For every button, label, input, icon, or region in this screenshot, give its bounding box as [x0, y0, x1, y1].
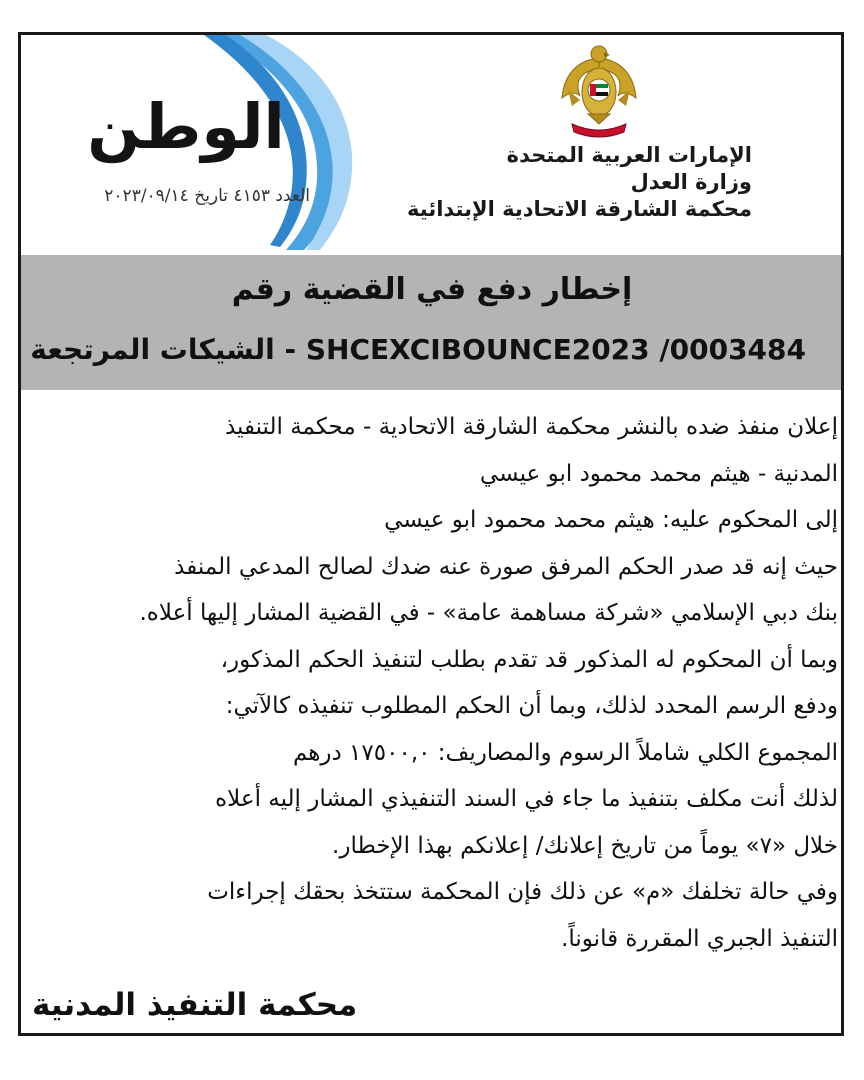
uae-emblem-icon — [558, 40, 640, 140]
body-line: إعلان منفذ ضده بالنشر محكمة الشارقة الاتحادية - محكمة التنفيذ — [224, 414, 838, 440]
body-line: وبما أن المحكوم له المذكور قد تقدم بطلب لتنفيذ الحكم المذكور، — [220, 646, 838, 673]
body-line: ودفع الرسم المحدد لذلك، وبما أن الحكم المطلوب تنفيذه كالآتي: — [225, 693, 838, 719]
authority-country: الإمارات العربية المتحدة — [506, 143, 752, 167]
body-line: المدنية - هيثم محمد محمود ابو عيسي — [479, 460, 838, 487]
notice-title: إخطار دفع في القضية رقم — [231, 272, 633, 307]
authority-ministry: وزارة العدل — [630, 170, 752, 194]
case-number: SHCEXCIBOUNCE2023 /0003484 - الشيكات المرتجعة — [30, 333, 806, 366]
body-line: التنفيذ الجبري المقررة قانوناً. — [561, 925, 838, 952]
body-line: المجموع الكلي شاملاً الرسوم والمصاريف: ١٧٥٠٠,٠ درهم — [292, 739, 838, 766]
body-line: إلى المحكوم عليه: هيثم محمد محمود ابو عيسي — [384, 507, 838, 533]
issue-number-date: العدد ٤١٥٣ تاريخ ٢٠٢٣/٠٩/١٤ — [104, 186, 310, 206]
body-line: خلال «٧» يوماً من تاريخ إعلانك/ إعلانكم بهذا الإخطار. — [332, 832, 838, 859]
authority-court: محكمة الشارقة الاتحادية الإبتدائية — [407, 197, 752, 221]
body-line: وفي حالة تخلفك «م» عن ذلك فإن المحكمة ستتخذ بحقك إجراءات — [207, 879, 838, 905]
signature-court: محكمة التنفيذ المدنية — [32, 987, 358, 1023]
body-line: لذلك أنت مكلف بتنفيذ ما جاء في السند التنفيذي المشار إليه أعلاه — [215, 786, 838, 812]
body-line: حيث إنه قد صدر الحكم المرفق صورة عنه ضدك لصالح المدعي المنفذ — [174, 553, 838, 580]
notice-body — [30, 404, 838, 962]
newspaper-logo: الوطن — [87, 90, 285, 163]
issuing-authority — [407, 142, 752, 223]
body-line: بنك دبي الإسلامي «شركة مساهمة عامة» - في القضية المشار إليها أعلاه. — [139, 600, 838, 626]
